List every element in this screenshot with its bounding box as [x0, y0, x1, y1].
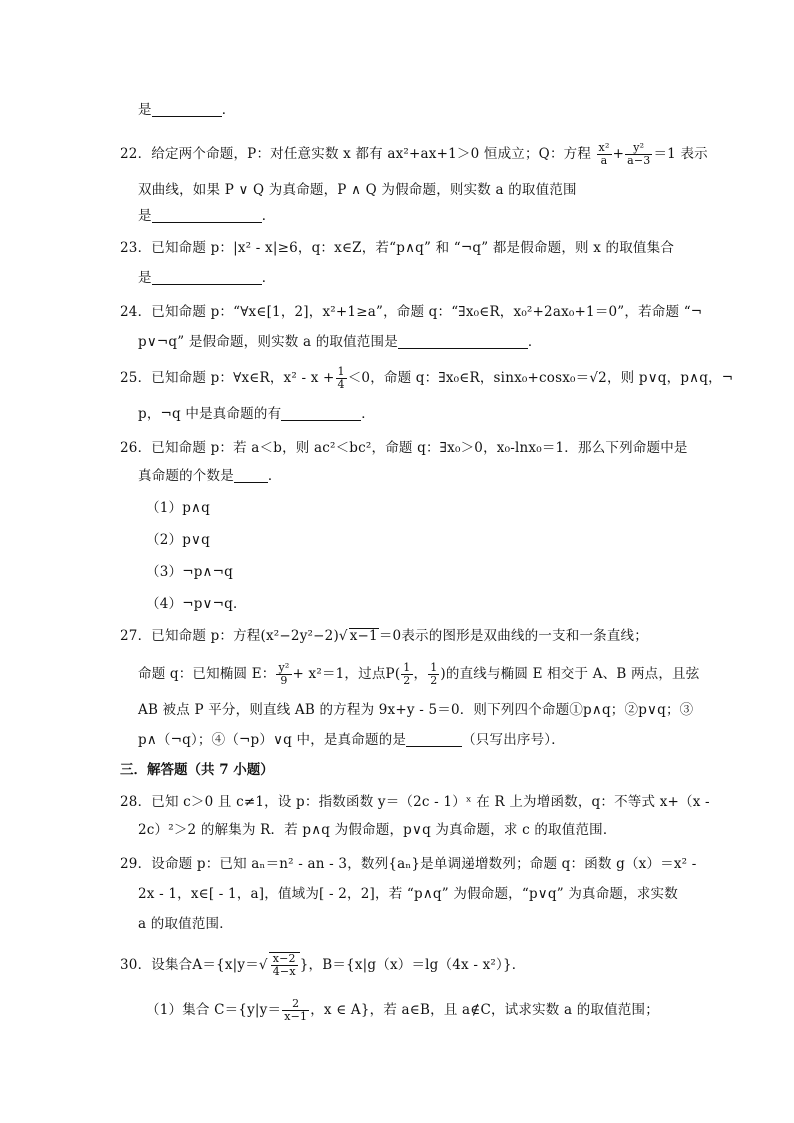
q26-option-4: （4）¬p∨¬q． [146, 596, 247, 612]
sqrt-expression: x−1 [349, 628, 378, 644]
q26-option-1: （1）p∧q [146, 500, 210, 516]
q23-line1: 23．已知命题 p：|x² - x|≥6，q：x∈Z，若“p∧q” 和 “¬q” 都是假命题，则 x 的取值集合 [120, 240, 675, 256]
q26-line2: 真命题的个数是 ． [138, 468, 282, 484]
fraction: $\frac{1}{2}$ [403, 661, 411, 687]
q30-line1: 30．设集合A＝{x|y＝√ $\frac{x-2}{4-x}$ }，B＝{x|g（x）＝lg（4x - x²）}． [120, 952, 526, 978]
fraction: $\frac{1}{4}$ [337, 365, 345, 391]
q24-line2: p∨¬q” 是假命题，则实数 a 的取值范围是 ． [138, 334, 542, 350]
fraction: $\frac{\text{y²}}{9}$ [278, 661, 290, 687]
fraction: $\frac{\text{y²}}{a-3}$ [627, 141, 651, 167]
answer-blank [234, 468, 268, 483]
q27-line2: 命题 q：已知椭圆 E： $\frac{\text{y²}}{9}$ + x²＝1，过点P( $\frac{1}{2}$ ， $\frac{1}{2}$ )的直线与椭圆 E 相交于 A、B 两点，且弦 [138, 661, 700, 687]
q22-line3: 是 ． [138, 208, 276, 224]
fraction: $\frac{2}{x-1}$ [284, 997, 308, 1023]
answer-blank [152, 102, 222, 117]
q26-option-2: （2）p∨q [146, 532, 210, 548]
q27-line4: p∧（¬q）；④（¬p）∨q 中，是真命题的是 （只写出序号）． [138, 732, 565, 748]
q28-line1: 28．已知 c＞0 且 c≠1，设 p：指数函数 y＝（2c - 1）ˣ 在 R 上为增函数，q：不等式 x+（x - [120, 794, 710, 810]
q24-line1: 24．已知命题 p：“∀x∈[1，2]，x²+1≥a”，命题 q：“∃x₀∈R，x₀²+2ax₀+1＝0”，若命题 “¬ [120, 304, 703, 320]
q29-line1: 29．设命题 p：已知 aₙ＝n² - an - 3，数列{aₙ}是单调递增数列；命题 q：函数 g（x）＝x² - [120, 856, 697, 872]
q27-line3: AB 被点 P 平分，则直线 AB 的方程为 9x+y - 5＝0．则下列四个命题①p∧q；②p∨q；③ [138, 702, 694, 718]
q26-option-3: （3）¬p∧¬q [146, 564, 233, 580]
q25-line2: p，¬q 中是真命题的有 ． [138, 406, 375, 422]
q23-line2: 是 ． [138, 270, 276, 286]
q30-part1: （1）集合 C＝{y|y＝ $\frac{2}{x-1}$ ，x ∈ A}，若 a∈B，且 a∉C，试求实数 a 的取值范围； [146, 997, 659, 1023]
q27-line1: 27．已知命题 p：方程(x²−2y²−2)√ x−1＝0表示的图形是双曲线的一支和一条直线； [120, 628, 648, 644]
q26-line1: 26．已知命题 p：若 a＜b，则 ac²＜bc²，命题 q：∃x₀＞0，x₀-lnx₀＝1．那么下列命题中是 [120, 440, 688, 456]
answer-blank [281, 406, 361, 421]
q22-line1: 22．给定两个命题，P：对任意实数 x 都有 ax²+ax+1＞0 恒成立；Q：方程 $\frac{\text{x²}}{a}$ + $\frac{\text{y²}}{a-3}$ ＝1 表示 [120, 141, 708, 167]
q22-line2: 双曲线，如果 P ∨ Q 为真命题，P ∧ Q 为假命题，则实数 a 的取值范围 [138, 182, 577, 198]
answer-blank [406, 732, 462, 747]
fraction: $\frac{\text{x²}}{a}$ [598, 141, 610, 167]
section-heading: 三．解答题（共 7 小题） [120, 762, 274, 778]
answer-blank [398, 334, 528, 349]
fraction: $\frac{x-2}{4-x}$ [272, 952, 296, 978]
answer-blank [152, 208, 262, 223]
answer-blank [152, 270, 262, 285]
sqrt-expression [269, 952, 300, 978]
q29-line3: a 的取值范围． [138, 916, 233, 932]
fraction: $\frac{1}{2}$ [430, 661, 438, 687]
q28-line2: 2c）²＞2 的解集为 R．若 p∧q 为假命题，p∨q 为真命题，求 c 的取值范围． [138, 822, 617, 838]
q25-line1: 25．已知命题 p：∀x∈R，x² - x + $\frac{1}{4}$ ＜0，命题 q：∃x₀∈R，sinx₀+cosx₀＝√2，则 p∨q，p∧q，¬ [120, 365, 734, 391]
q21-tail: 是 ． [138, 102, 236, 118]
q29-line2: 2x - 1，x∈[ - 1，a]，值域为[ - 2，2]，若 “p∧q” 为假命题，“p∨q” 为真命题，求实数 [138, 886, 678, 902]
